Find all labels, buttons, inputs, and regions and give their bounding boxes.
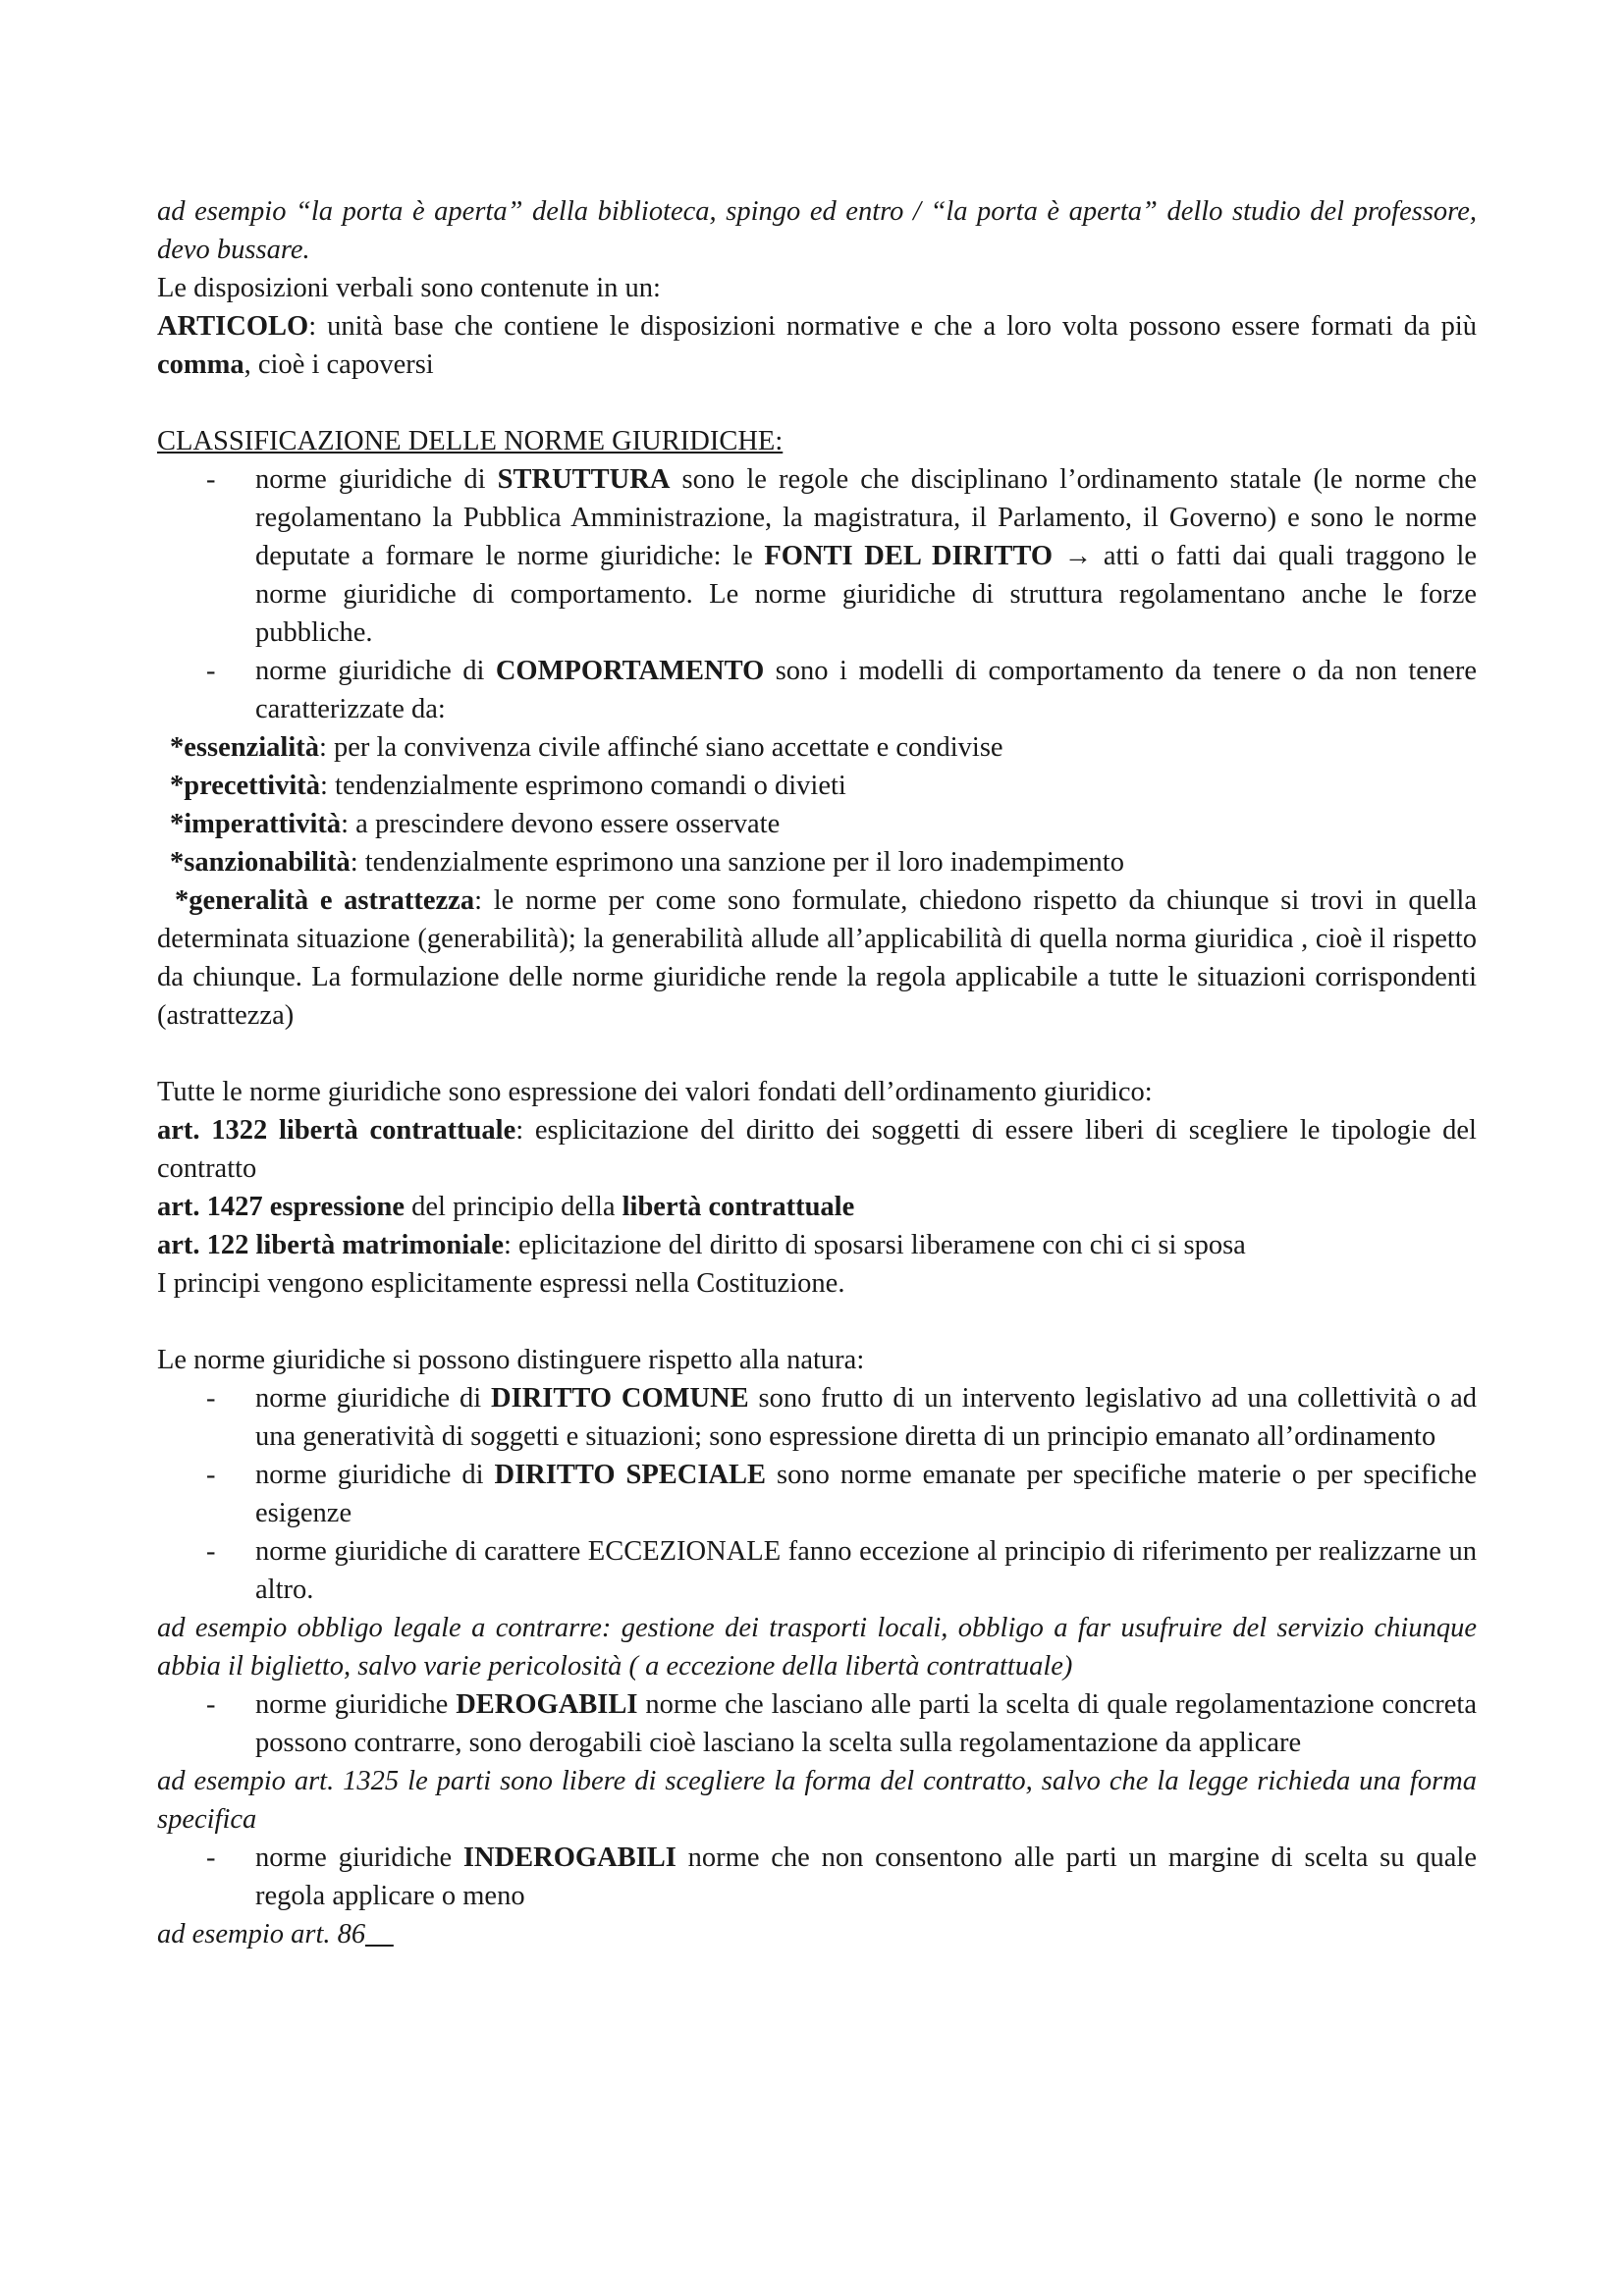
art-86-text: ad esempio art. 86 xyxy=(157,1919,366,1949)
art-1322 xyxy=(157,1111,1477,1188)
principi-line: I principi vengono esplicitamente espressi nella Costituzione. xyxy=(157,1268,845,1299)
classification-heading: CLASSIFICAZIONE DELLE NORME GIURIDICHE: xyxy=(157,426,784,456)
arrow-icon: → xyxy=(1053,541,1104,571)
nature-intro: Le norme giuridiche si possono distinguere rispetto alla natura: xyxy=(157,1345,865,1375)
art-122-text: : eplicitazione del diritto di sposarsi liberamene con chi ci si sposa xyxy=(504,1230,1246,1260)
dash-bullet: - xyxy=(206,1383,216,1414)
document-page xyxy=(157,192,1477,1953)
derogabili-list xyxy=(157,1685,1477,1762)
art-86-example xyxy=(157,1915,1477,1953)
list-item-comportamento xyxy=(157,652,1477,728)
struttura-term: STRUTTURA xyxy=(497,464,671,495)
item-text: norme giuridiche xyxy=(255,1842,463,1873)
art-1322-term: art. 1322 libertà contrattuale xyxy=(157,1115,516,1146)
inderogabili-term: INDEROGABILI xyxy=(462,1842,676,1873)
values-intro: Tutte le norme giuridiche sono espressione dei valori fondati dell’ordinamento giuridico: xyxy=(157,1077,1153,1107)
articolo-text-end: , cioè i capoversi xyxy=(243,349,434,380)
art-1322-text: : esplicitazione del diritto dei soggetti di essere liberi di scegliere le tipologie del contratto xyxy=(157,1115,1477,1184)
item-text: norme giuridiche di carattere ECCEZIONALE fanno eccezione al principio di riferimento per realizzarne un altro. xyxy=(255,1536,1477,1605)
item-text: atti o fatti dai quali traggono le norme giuridiche di comportamento. Le norme giuridiche di struttura regolamentano anche le forze pubbliche. xyxy=(255,541,1477,648)
art-1427-term2: libertà contrattuale xyxy=(622,1192,855,1222)
comma-term: comma xyxy=(157,349,244,380)
trait-item xyxy=(157,728,1477,767)
dash-bullet: - xyxy=(206,1689,216,1720)
dash-bullet: - xyxy=(206,656,216,686)
nature-list xyxy=(157,1379,1477,1609)
list-item-speciale xyxy=(157,1456,1477,1532)
trait-term: *imperattività xyxy=(170,809,342,839)
item-text: norme che non consentono alle parti un margine di scelta su quale regola applicare o meno xyxy=(255,1842,1477,1911)
traits-list xyxy=(157,728,1477,1035)
list-item-inderogabili xyxy=(157,1839,1477,1915)
trait-term: *sanzionabilità xyxy=(170,847,351,878)
item-text: sono le regole che disciplinano l’ordinamento statale (le norme che regolamentano la Pubblica Amministrazione, la magistratura, il Parlamento, il Governo) e sono le norme deputate a formare le norme giuridiche: le xyxy=(255,464,1477,571)
spacer xyxy=(157,1303,1477,1341)
inderogabili-list xyxy=(157,1839,1477,1915)
list-item-struttura xyxy=(157,460,1477,652)
door-example: ad esempio “la porta è aperta” della biblioteca, spingo ed entro / “la porta è aperta” dello studio del professore, devo bussare. xyxy=(157,196,1477,265)
art-1427 xyxy=(157,1188,1477,1226)
art-1427-term: art. 1427 espressione xyxy=(157,1192,405,1222)
trait-text: : tendenzialmente esprimono comandi o divieti xyxy=(320,771,846,801)
trait-text: : a prescindere devono essere osservate xyxy=(341,809,781,839)
derogabili-term: DEROGABILI xyxy=(456,1689,638,1720)
item-text: norme giuridiche di xyxy=(255,464,498,495)
trait-text: : tendenzialmente esprimono una sanzione per il loro inadempimento xyxy=(350,847,1124,878)
trait-text: : le norme per come sono formulate, chiedono rispetto da chiunque si trovi in quella determinata situazione (generabilità); la generabilità allude all’applicabilità di quella norma giuridica , cioè il rispetto da chiunque. La formulazione delle norme giuridiche rende la regola applicabile a tutte le situazioni corrispondenti (astrattezza) xyxy=(157,885,1477,1031)
obbligo-example: ad esempio obbligo legale a contrarre: gestione dei trasporti locali, obbligo a far usufruire del servizio chiunque abbia il biglietto, salvo varie pericolosità ( a eccezione della libertà contrattuale) xyxy=(157,1613,1477,1682)
item-text: norme che lasciano alle parti la scelta di quale regolamentazione concreta possono contrarre, sono derogabili cioè lasciano la scelta sulla regolamentazione da applicare xyxy=(255,1689,1478,1758)
comportamento-term: COMPORTAMENTO xyxy=(495,656,765,686)
trait-item xyxy=(157,805,1477,843)
item-text: sono norme emanate per specifiche materie o per specifiche esigenze xyxy=(255,1460,1477,1528)
articolo-term: ARTICOLO xyxy=(157,311,309,342)
comune-term: DIRITTO COMUNE xyxy=(491,1383,749,1414)
item-text: norme giuridiche di xyxy=(255,656,496,686)
trait-term: *precettività xyxy=(170,771,320,801)
dash-bullet: - xyxy=(206,1842,216,1873)
art-122-term: art. 122 libertà matrimoniale xyxy=(157,1230,504,1260)
art-122 xyxy=(157,1226,1477,1264)
list-item-comune xyxy=(157,1379,1477,1456)
dash-bullet: - xyxy=(206,1536,216,1567)
art-1325-example: ad esempio art. 1325 le parti sono libere di scegliere la forma del contratto, salvo che la legge richieda una forma specifica xyxy=(157,1766,1477,1835)
list-item-derogabili xyxy=(157,1685,1477,1762)
item-text: sono i modelli di comportamento da tenere o da non tenere caratterizzate da: xyxy=(255,656,1477,724)
fonti-term: FONTI DEL DIRITTO xyxy=(764,541,1054,571)
dash-bullet: - xyxy=(206,464,216,495)
trait-text: : per la convivenza civile affinché siano accettate e condivise xyxy=(318,732,1003,763)
articolo-text: : unità base che contiene le disposizioni normative e che a loro volta possono essere formati da più xyxy=(308,311,1477,342)
art-86-blank: __ xyxy=(365,1919,394,1949)
item-text: sono frutto di un intervento legislativo ad una collettività o ad una generatività di soggetti e situazioni; sono espressione diretta di un principio emanato all’ordinamento xyxy=(255,1383,1477,1452)
trait-item xyxy=(157,767,1477,805)
spacer xyxy=(157,384,1477,422)
dash-bullet: - xyxy=(206,1460,216,1490)
item-text: norme giuridiche di xyxy=(255,1460,495,1490)
item-text: norme giuridiche di xyxy=(255,1383,492,1414)
disposizioni-line: Le disposizioni verbali sono contenute in un: xyxy=(157,273,661,303)
articolo-definition xyxy=(157,307,1477,384)
trait-term: *generalità e astrattezza xyxy=(175,885,475,916)
trait-item xyxy=(157,843,1477,881)
item-text: norme giuridiche xyxy=(255,1689,457,1720)
classification-list xyxy=(157,460,1477,728)
art-1427-text: del principio della xyxy=(405,1192,622,1222)
speciale-term: DIRITTO SPECIALE xyxy=(494,1460,767,1490)
spacer xyxy=(157,1035,1477,1073)
list-item-eccezionale xyxy=(157,1532,1477,1609)
trait-item xyxy=(157,881,1477,1035)
trait-term: *essenzialità xyxy=(170,732,319,763)
